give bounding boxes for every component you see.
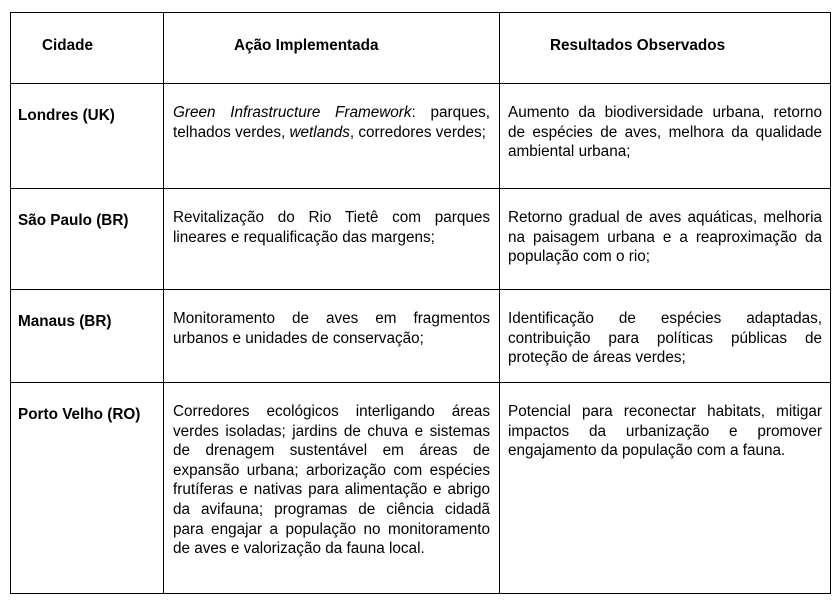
action-cell xyxy=(164,189,500,290)
action-text: Corredores ecológicos interligando áreas verdes isoladas; jardins de chuva e sistemas de drenagem sustentável em áreas de expansão urbana; arborização com espécies frutíferas e nativas para alimentação e abrigo da avifauna; programas de ciência cidadã para engajar a população no monitoramento de aves e valorização da fauna local. xyxy=(173,403,490,558)
action-italic-term: Green Infrastructure Framework xyxy=(173,104,412,121)
action-cell xyxy=(164,290,500,383)
city-cell xyxy=(11,383,164,594)
city-cell xyxy=(11,84,164,189)
header-cidade xyxy=(11,13,164,84)
action-italic-term: wetlands xyxy=(289,123,350,141)
action-text-part: , corredores verdes; xyxy=(349,123,486,141)
action-cell xyxy=(164,383,500,594)
city-name: Londres (UK) xyxy=(18,107,115,124)
action-text xyxy=(164,84,499,142)
header-resultados-observados xyxy=(500,13,831,84)
city-name: Porto Velho (RO) xyxy=(18,406,141,423)
city-name: São Paulo (BR) xyxy=(18,212,129,229)
city-cell xyxy=(11,290,164,383)
header-acao-implementada xyxy=(164,13,500,84)
result-text: Potencial para reconectar habitats, mitigar impactos da urbanização e promover engajamento da população com a fauna. xyxy=(508,403,822,460)
result-cell xyxy=(500,383,831,594)
result-cell xyxy=(500,84,831,189)
action-text: Revitalização do Rio Tietê com parques lineares e requalificação das margens; xyxy=(173,209,490,246)
header-label: Ação Implementada xyxy=(234,37,379,54)
table-row xyxy=(11,84,831,189)
result-text: Identificação de espécies adaptadas, contribuição para políticas públicas de proteção de áreas verdes; xyxy=(508,310,822,367)
result-text: Retorno gradual de aves aquáticas, melhoria na paisagem urbana e a reaproximação da população com o rio; xyxy=(508,209,822,266)
result-cell xyxy=(500,189,831,290)
header-label: Resultados Observados xyxy=(550,37,726,54)
header-label: Cidade xyxy=(42,37,93,54)
table-header-row xyxy=(11,13,831,84)
table-row xyxy=(11,290,831,383)
table-row xyxy=(11,383,831,594)
action-cell xyxy=(164,84,500,189)
action-text: Monitoramento de aves em fragmentos urbanos e unidades de conservação; xyxy=(173,310,490,347)
city-cell xyxy=(11,189,164,290)
table-row xyxy=(11,189,831,290)
action-text-part: : parques, telhados verdes, xyxy=(173,104,491,141)
cities-actions-table xyxy=(10,12,831,594)
result-cell xyxy=(500,290,831,383)
city-name: Manaus (BR) xyxy=(18,313,112,330)
result-text: Aumento da biodiversidade urbana, retorno de espécies de aves, melhora da qualidade ambiental urbana; xyxy=(508,104,822,161)
